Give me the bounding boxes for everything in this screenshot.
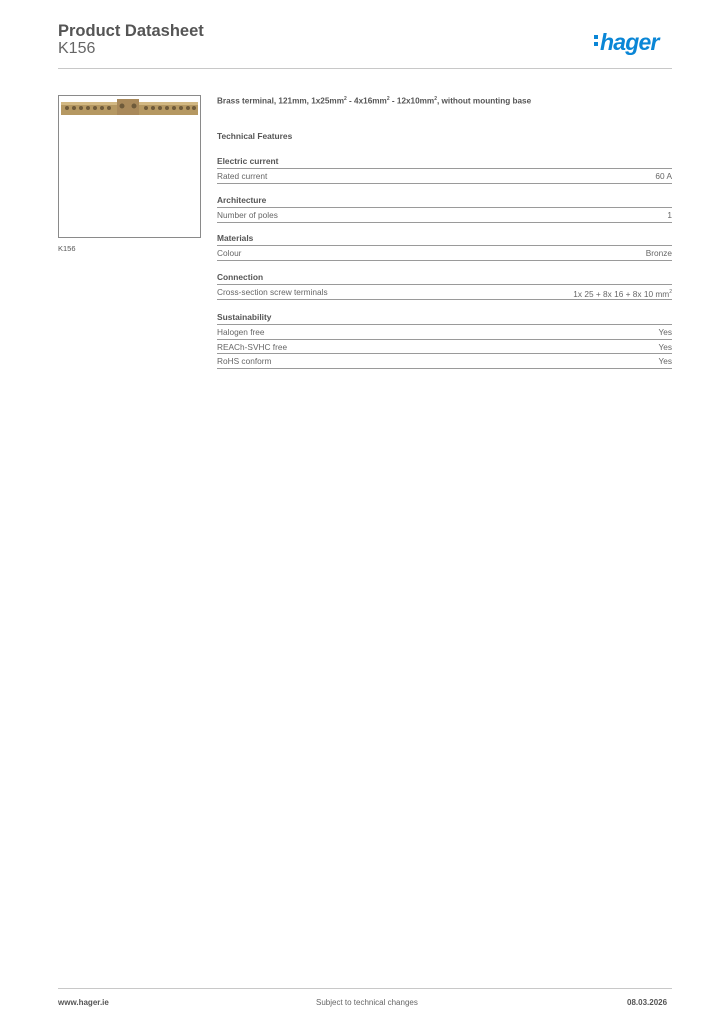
footer-notice: Subject to technical changes [316, 998, 418, 1007]
product-code: K156 [58, 40, 96, 57]
spec-label: Number of poles [217, 210, 278, 220]
spec-label: Cross-section screw terminals [217, 287, 328, 297]
footer-date: 08.03.2026 [627, 998, 668, 1007]
page-title: Product Datasheet [58, 22, 204, 40]
section-materials [217, 232, 672, 261]
spec-row [217, 246, 672, 261]
spec-value: Yes [658, 327, 672, 337]
section-title: Electric current [217, 155, 672, 169]
spec-value: 60 A [655, 171, 672, 181]
spec-value: Bronze [645, 248, 672, 258]
logo-text: hager [600, 29, 659, 55]
spec-value: Yes [658, 341, 672, 352]
image-caption: K156 [58, 244, 76, 253]
product-description: Brass terminal, 121mm, $1x25mm^2 - 4x16mm^2 - 12x10mm^2$, without mounting base [217, 96, 532, 106]
section-title: Sustainability [217, 311, 672, 325]
section-title: Connection [217, 271, 672, 285]
spec-row [217, 169, 672, 184]
spec-label: Colour [217, 248, 242, 258]
spec-label: Halogen free [217, 327, 265, 337]
product-image [58, 95, 201, 238]
spec-row [217, 354, 672, 369]
spec-row [217, 208, 672, 223]
spec-value: 1x 25 + 8x 16 + 8x 10 $mm^2$ [573, 288, 672, 299]
section-title: Materials [217, 232, 672, 246]
section-sustainability [217, 311, 672, 369]
section-connection [217, 271, 672, 300]
hager-logo[interactable] [594, 29, 659, 55]
footer-divider [58, 988, 672, 989]
spec-label: RoHS conform [217, 356, 272, 366]
spec-row [217, 340, 672, 355]
technical-features-title: Technical Features [217, 131, 293, 141]
header-divider [58, 68, 672, 69]
section-architecture [217, 194, 672, 223]
spec-label: Rated current [217, 171, 268, 181]
logo-dots-icon [594, 35, 598, 49]
spec-label: REACh-SVHC free [217, 341, 288, 352]
spec-value: Yes [658, 356, 672, 366]
footer-website-link[interactable]: www.hager.ie [58, 998, 109, 1007]
spec-row [217, 285, 672, 300]
brass-terminal-icon [59, 96, 200, 237]
section-electric-current [217, 155, 672, 184]
spec-value: 1 [667, 210, 672, 220]
spec-row [217, 325, 672, 340]
section-title: Architecture [217, 194, 672, 208]
